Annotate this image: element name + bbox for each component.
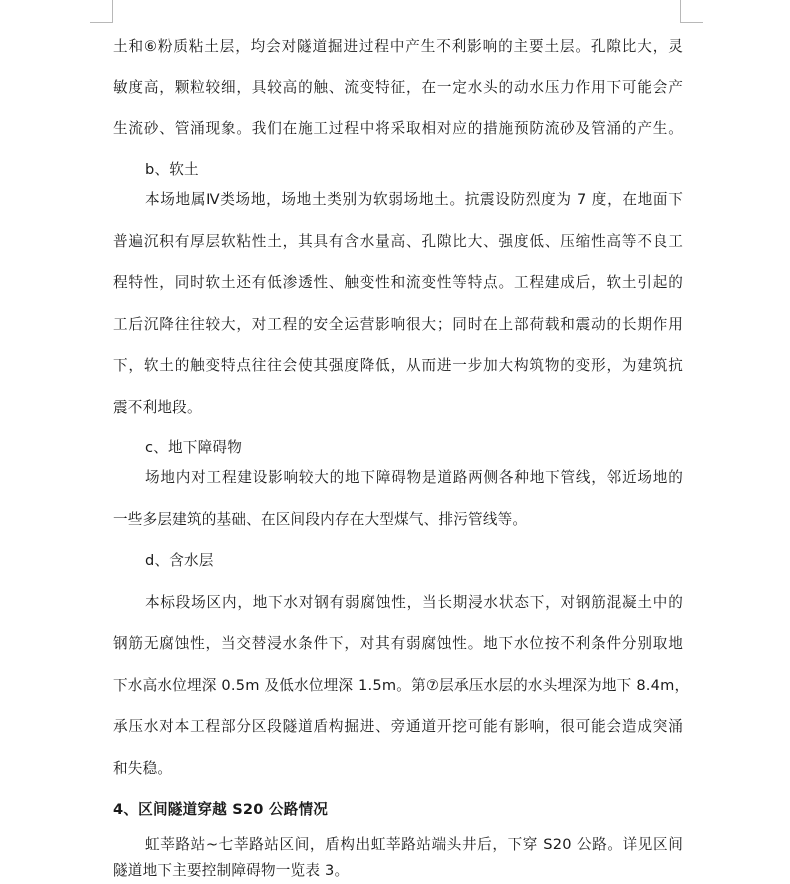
page-corner-mark-left [90, 0, 113, 23]
paragraph-line: 生流砂、管涌现象。我们在施工过程中将采取相对应的措施预防流砂及管涌的产生。 [113, 120, 683, 137]
paragraph-line: 一些多层建筑的基础、在区间段内存在大型煤气、排污管线等。 [113, 511, 528, 528]
paragraph-line: 钢筋无腐蚀性，当交替浸水条件下，对其有弱腐蚀性。地下水位按不利条件分别取地 [113, 635, 683, 652]
paragraph-line: 程特性，同时软土还有低渗透性、触变性和流变性等特点。工程建成后，软土引起的 [113, 274, 683, 291]
page-corner-mark-right [680, 0, 703, 23]
paragraph-line: 土和⑥粉质粘土层，均会对隧道掘进过程中产生不利影响的主要土层。孔隙比大，灵 [113, 38, 683, 55]
paragraph-line: 敏度高，颗粒较细，具较高的触、流变特征，在一定水头的动水压力作用下可能会产 [113, 79, 683, 96]
paragraph-line: 下，软土的触变特点往往会使其强度降低，从而进一步加大构筑物的变形，为建筑抗 [113, 357, 683, 374]
paragraph-line: 本标段场区内，地下水对钢有弱腐蚀性，当长期浸水状态下，对钢筋混凝土中的 [145, 594, 683, 611]
subsection-label: b、软土 [145, 161, 199, 178]
paragraph-line: 本场地属Ⅳ类场地，场地土类别为软弱场地土。抗震设防烈度为 7 度，在地面下 [145, 191, 683, 208]
paragraph-line: 承压水对本工程部分区段隧道盾构掘进、旁通道开挖可能有影响，很可能会造成突涌 [113, 718, 683, 735]
paragraph-line: 震不利地段。 [113, 399, 202, 416]
paragraph-line: 下水高水位埋深 0.5m 及低水位埋深 1.5m。第⑦层承压水层的水头埋深为地下 8.4m， [113, 677, 690, 694]
paragraph-line: 虹莘路站~七莘路站区间，盾构出虹莘路站端头井后，下穿 S20 公路。详见区间 [145, 836, 683, 853]
subsection-label: c、地下障碍物 [145, 439, 242, 456]
paragraph-line: 普遍沉积有厚层软粘性土，其具有含水量高、孔隙比大、强度低、压缩性高等不良工 [113, 233, 683, 250]
paragraph-line: 工后沉降往往较大，对工程的安全运营影响很大；同时在上部荷载和震动的长期作用 [113, 316, 683, 333]
paragraph-line: 场地内对工程建设影响较大的地下障碍物是道路两侧各种地下管线，邻近场地的 [145, 469, 683, 486]
paragraph-line: 隧道地下主要控制障碍物一览表 3。 [113, 862, 350, 879]
subsection-label: d、含水层 [145, 552, 214, 569]
paragraph-line: 和失稳。 [113, 760, 173, 777]
section-heading: 4、区间隧道穿越 S20 公路情况 [113, 801, 329, 818]
